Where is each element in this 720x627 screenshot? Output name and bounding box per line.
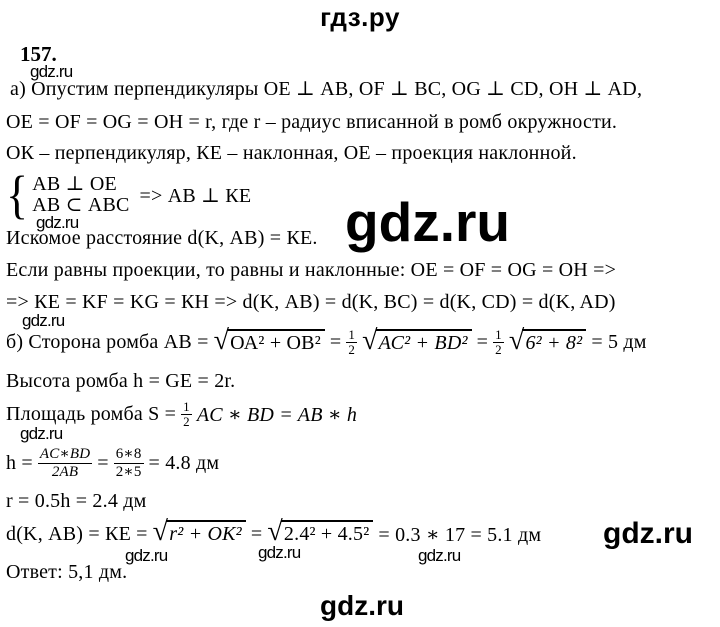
radical-sign: √ [508, 324, 525, 356]
watermark-small-5: gdz.ru [125, 546, 168, 565]
system-conclusion: => АВ ⊥ КЕ [139, 184, 252, 207]
fraction-denominator: 2 [183, 414, 190, 430]
radicand-6-8: 6² + 8² [522, 329, 586, 355]
fraction-numerator: 1 [183, 399, 190, 414]
distance-eq1: = [250, 522, 263, 545]
solution-line-a2: ОЕ = OF = OG = ОН = r, где r – радиус вписанной в ромб окружности. [6, 111, 618, 133]
fraction-one-half-3 [181, 400, 192, 430]
system-row-1: АВ ⊥ ОЕ [32, 173, 117, 195]
watermark-small-1: gdz.ru [30, 62, 73, 81]
fraction-denominator: 2 [348, 342, 356, 358]
side-result: = 5 дм [591, 331, 647, 354]
formula-rhombus-side [6, 324, 647, 358]
radical-sign: √ [152, 516, 169, 547]
watermark-large-bottom: gdz.ru [320, 590, 404, 621]
area-formula: AC ∗ BD = AB ∗ h [196, 404, 358, 427]
solution-line-radius: r = 0.5h = 2.4 дм [6, 490, 147, 512]
watermark-small-4: gdz.ru [20, 424, 63, 443]
watermark-small-6: gdz.ru [258, 543, 301, 562]
sqrt-r-ok [152, 516, 246, 548]
radical-sign: √ [267, 516, 283, 547]
sqrt-ac-bd [362, 324, 472, 357]
radicand-oa-ob: ОА² + ОВ² [227, 329, 325, 355]
radical-sign: √ [213, 324, 230, 356]
fraction-denominator: 2 [495, 342, 502, 358]
area-prefix: Площадь ромба S = [6, 403, 177, 426]
radicand-24-45: 2.4² + 4.5² [281, 520, 373, 546]
fraction-numerator: 1 [495, 327, 502, 342]
solution-line-height: Высота ромба h = GE = 2r. [6, 370, 236, 392]
solution-line-a5: Если равны проекции, то равны и наклонные: ОЕ = OF = OG = ОН => [6, 259, 617, 281]
h-calc-prefix: h = [6, 451, 33, 474]
watermark-large-right: gdz.ru [603, 517, 693, 550]
fraction-68-25 [114, 446, 144, 480]
site-header-title: гдз.ру [320, 2, 400, 32]
formula-height-calc [6, 446, 219, 480]
system-rows [32, 174, 129, 216]
side-prefix: б) Сторона ромба АВ = [6, 331, 209, 354]
problem-number: 157. [20, 42, 57, 66]
watermark-small-3: gdz.ru [22, 311, 65, 330]
system-brace: { [6, 165, 29, 224]
fraction-acbd-2ab [38, 446, 92, 480]
fraction-denominator: 2AB [51, 463, 79, 480]
fraction-one-half-2 [493, 328, 504, 358]
solution-line-a3: ОК – перпендикуляр, КЕ – наклонная, ОЕ – проекция наклонной. [6, 142, 577, 164]
radical-sign: √ [362, 324, 378, 356]
fraction-denominator: 2∗5 [115, 463, 142, 480]
h-calc-eq1: = [97, 451, 109, 474]
answer-line: Ответ: 5,1 дм. [6, 561, 128, 583]
distance-result: = 0.3 ∗ 17 = 5.1 дм [378, 523, 542, 546]
sqrt-oa-ob [213, 324, 325, 357]
watermark-large-center: gdz.ru [345, 191, 510, 253]
solution-line-a1: а) Опустим перпендикуляры ОЕ ⊥ АВ, OF ⊥ ВС, OG ⊥ CD, ОН ⊥ AD, [10, 78, 643, 100]
fraction-numerator: 6∗8 [115, 446, 142, 462]
watermark-small-2: gdz.ru [36, 213, 79, 232]
system-row-2: АВ ⊂ АВС [32, 194, 130, 216]
side-eq2: = [476, 331, 489, 354]
distance-prefix: d(K, АВ) = КЕ = [6, 522, 148, 545]
solution-line-a4: Искомое расстояние d(K, АВ) = КЕ. [6, 227, 318, 249]
side-eq1: = [329, 331, 342, 354]
fraction-numerator: 1 [348, 327, 356, 342]
watermark-small-7: gdz.ru [418, 546, 461, 565]
fraction-one-half-1 [346, 328, 357, 358]
fraction-numerator: AC∗BD [39, 446, 91, 462]
h-calc-result: = 4.8 дм [148, 451, 220, 474]
sqrt-6-8 [508, 324, 586, 357]
radicand-r-ok: r² + ОК² [166, 520, 246, 546]
radicand-ac-bd: АС² + BD² [376, 329, 472, 355]
solution-line-a6: => КЕ = KF = KG = КН => d(K, АВ) = d(K, ВС) = d(K, CD) = d(K, AD) [6, 291, 616, 313]
